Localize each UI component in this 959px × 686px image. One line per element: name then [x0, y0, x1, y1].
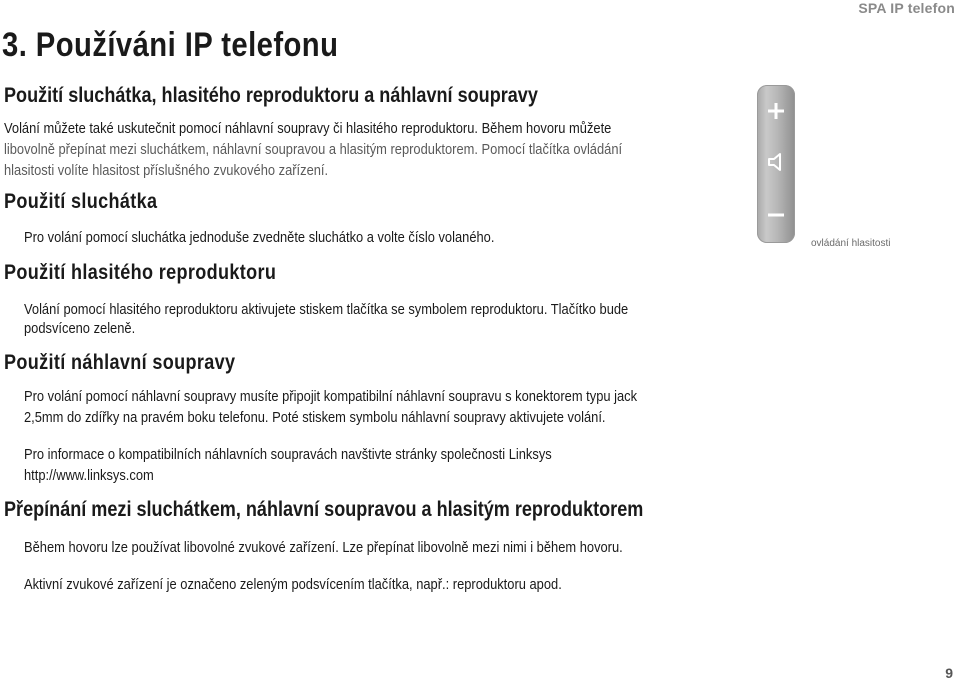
intro-line-2: libovolně přepínat mezi sluchátkem, náhlavní soupravou a hlasitým reproduktorem. Pomocí tlačítka ovládání: [4, 141, 623, 158]
intro-line-3: hlasitosti volíte hlasitost příslušného zvukového zařízení.: [4, 162, 329, 179]
speaker-icon: [765, 151, 787, 173]
headset-info-1: Pro informace o kompatibilních náhlavních soupravách navštivte stránky společnosti Linksys: [24, 446, 552, 463]
page-number: 9: [945, 665, 953, 681]
speaker-text-2: podsvíceno zeleně.: [24, 320, 136, 337]
handset-heading: Použití sluchátka: [4, 190, 158, 213]
minus-icon: [766, 209, 786, 221]
chapter-title: 3. Používáni IP telefonu: [2, 26, 339, 64]
product-header: SPA IP telefon: [858, 0, 955, 16]
switching-text-2: Aktivní zvukové zařízení je označeno zeleným podsvícením tlačítka, např.: reproduktoru apod.: [24, 576, 562, 593]
headset-info-link[interactable]: http://www.linksys.com: [24, 467, 154, 484]
switching-heading: Přepínání mezi sluchátkem, náhlavní soupravou a hlasitým reproduktorem: [4, 498, 644, 521]
volume-control-image: [757, 85, 795, 243]
handset-text: Pro volání pomocí sluchátka jednoduše zvedněte sluchátko a volte číslo volaného.: [24, 229, 495, 246]
section-title: Použití sluchátka, hlasitého reproduktoru a náhlavní soupravy: [4, 84, 538, 107]
headset-heading: Použití náhlavní soupravy: [4, 351, 236, 374]
figure-caption: ovládání hlasitosti: [811, 238, 891, 249]
switching-text-1: Během hovoru lze používat libovolné zvukové zařízení. Lze přepínat libovolně mezi nimi i během hovoru.: [24, 539, 623, 556]
intro-line-1: Volání můžete také uskutečnit pomocí náhlavní soupravy či hlasitého reproduktoru. Během hovoru můžete: [4, 120, 612, 137]
plus-icon: [766, 101, 786, 121]
headset-text-2: 2,5mm do zdířky na pravém boku telefonu. Poté stiskem symbolu náhlavní soupravy aktivujete volání.: [24, 409, 606, 426]
speaker-heading: Použití hlasitého reproduktoru: [4, 261, 277, 284]
headset-text-1: Pro volání pomocí náhlavní soupravy musíte připojit kompatibilní náhlavní soupravu s konektorem typu jack: [24, 388, 638, 405]
speaker-text-1: Volání pomocí hlasitého reproduktoru aktivujete stiskem tlačítka se symbolem reproduktoru. Tlačítko bude: [24, 301, 629, 318]
